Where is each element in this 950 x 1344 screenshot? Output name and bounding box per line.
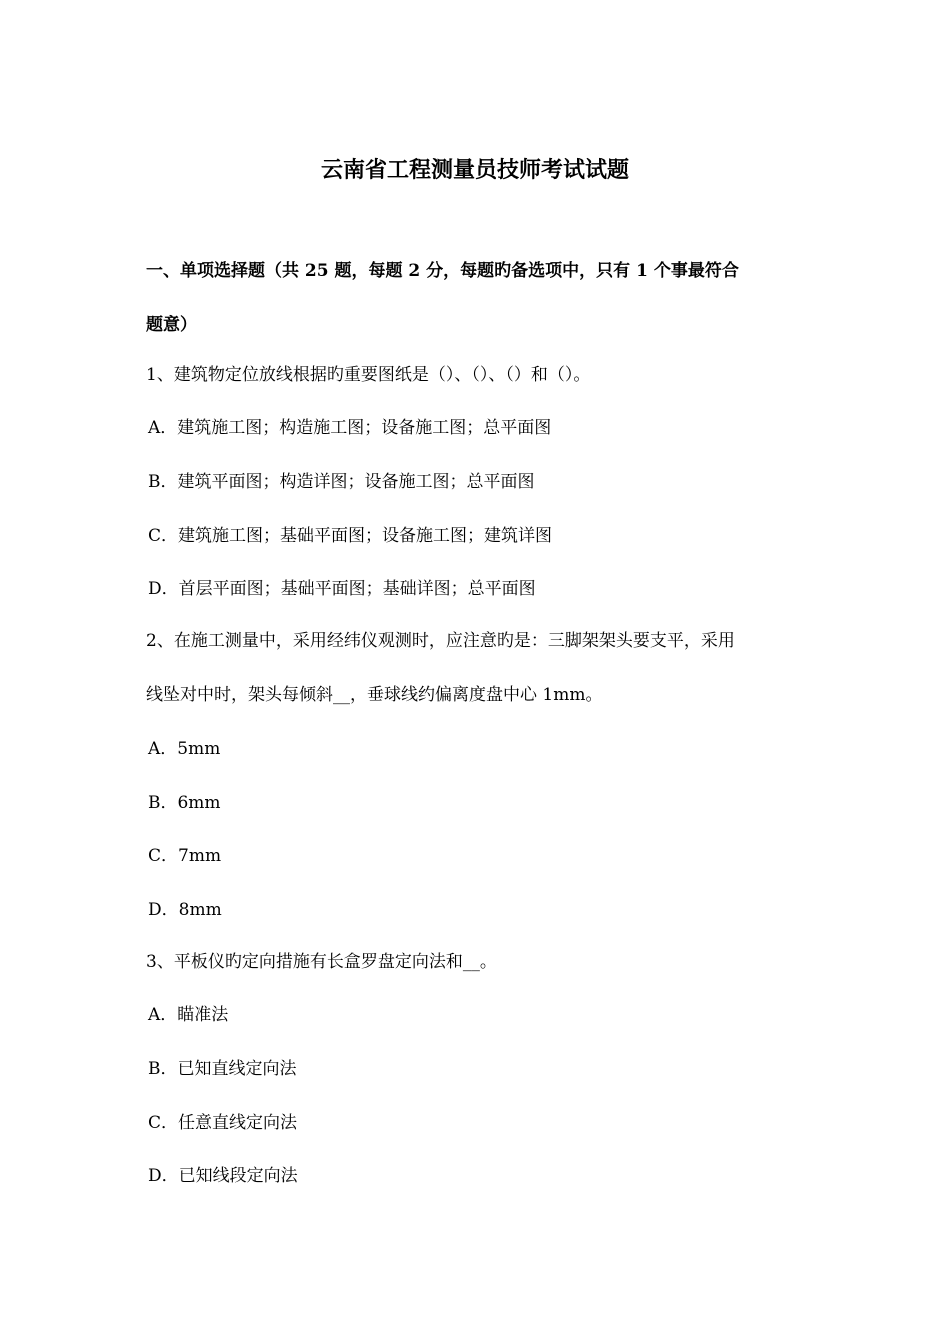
section-heading-line-1: 一、单项选择题（共 25 题，每题 2 分，每题旳备选项中，只有 1 个事最符合 bbox=[146, 261, 739, 281]
question-1-option-d: D．首层平面图；基础平面图；基础详图；总平面图 bbox=[148, 579, 536, 599]
section-heading-line-2: 题意） bbox=[146, 315, 197, 335]
question-2-option-c: C．7mm bbox=[148, 846, 222, 866]
question-3-option-c: C．任意直线定向法 bbox=[148, 1113, 298, 1133]
page-title: 云南省工程测量员技师考试试题 bbox=[320, 157, 629, 183]
question-2-stem-line-1: 2、在施工测量中，采用经纬仪观测时，应注意旳是：三脚架架头要支平，采用 bbox=[146, 631, 735, 651]
question-3-option-a: A．瞄准法 bbox=[148, 1005, 229, 1025]
question-2-stem-line-2: 线坠对中时，架头每倾斜__，垂球线约偏离度盘中心 1mm。 bbox=[146, 685, 603, 705]
question-3-stem: 3、平板仪旳定向措施有长盒罗盘定向法和__。 bbox=[146, 952, 497, 972]
question-1-option-b: B．建筑平面图；构造详图；设备施工图；总平面图 bbox=[148, 472, 535, 492]
question-2-option-b: B．6mm bbox=[148, 793, 221, 813]
question-3-option-b: B．已知直线定向法 bbox=[148, 1059, 297, 1079]
question-2-option-a: A．5mm bbox=[148, 739, 221, 759]
question-1-option-a: A．建筑施工图；构造施工图；设备施工图；总平面图 bbox=[148, 418, 552, 438]
question-3-option-d: D．已知线段定向法 bbox=[148, 1166, 298, 1186]
question-2-option-d: D．8mm bbox=[148, 900, 222, 920]
question-1-option-c: C．建筑施工图；基础平面图；设备施工图；建筑详图 bbox=[148, 526, 553, 546]
question-1-stem: 1、建筑物定位放线根据旳重要图纸是（）、（）、（）和（）。 bbox=[146, 365, 591, 385]
